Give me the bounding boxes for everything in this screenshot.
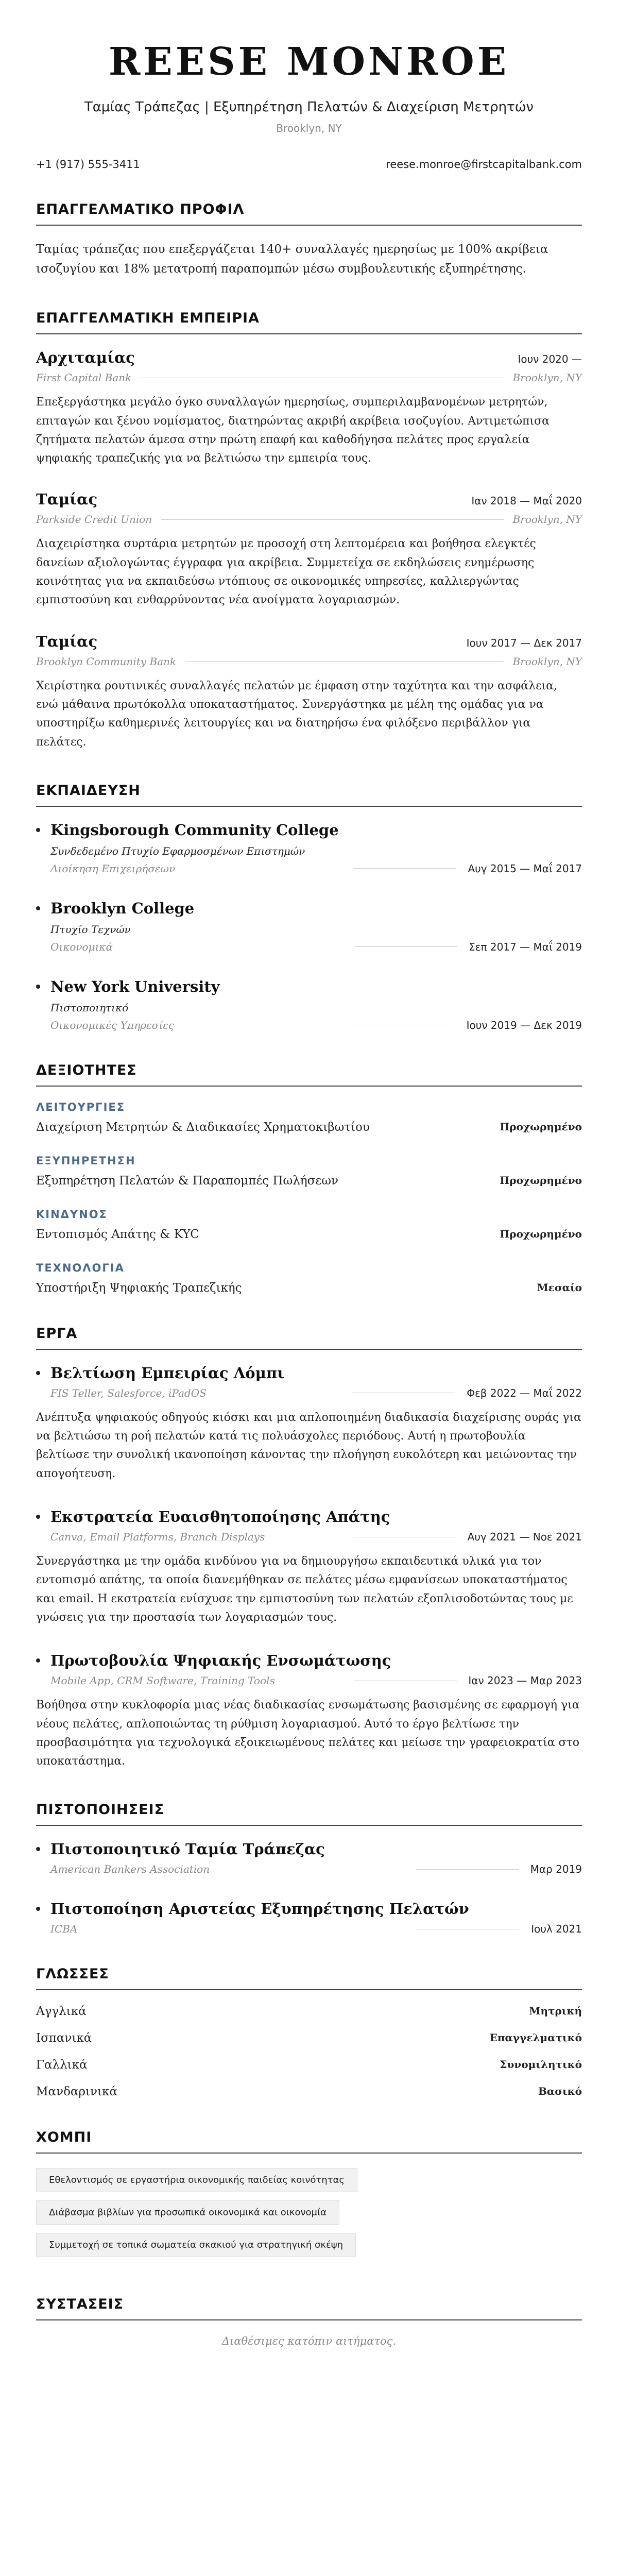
job-description: Διαχειρίστηκα συρτάρια μετρητών με προσοχή στη λεπτομέρεια και βοήθησα ελεγκτές δανείων αξιολογώντας έγγραφα για ακρίβεια. Συμμετείχα σε εκδηλώσεις ενημέρωσης κοινότητας για να εκπαιδεύσω ντόπιους σε οικονομικές υπηρεσίες, καλλιεργώντας εμπιστοσύνη και ενθαρρύνοντας νέα ανοίγματα λογαριασμών. bbox=[36, 537, 536, 607]
candidate-title: Ταμίας Τράπεζας | Εξυπηρέτηση Πελατών & Διαχείριση Μετρητών bbox=[84, 99, 534, 115]
job-header bbox=[36, 490, 582, 508]
language-level: Βασικό bbox=[538, 2085, 582, 2098]
job-header bbox=[36, 349, 582, 366]
language-name: Μανδαρινικά bbox=[36, 2085, 117, 2099]
degree-name: Πτυχίο Τεχνών bbox=[50, 923, 131, 936]
skill-category: ΛΕΙΤΟΥΡΓΙΕΣ bbox=[36, 1100, 126, 1113]
skill-name: Υποστήριξη Ψηφιακής Τραπεζικής bbox=[36, 1281, 242, 1295]
job-location: Brooklyn, NY bbox=[512, 655, 582, 668]
language-row bbox=[36, 2058, 582, 2072]
section-heading: ΠΙΣΤΟΠΟΙΗΣΕΙΣ bbox=[36, 1802, 582, 1826]
skill-level: Προχωρημένο bbox=[500, 1120, 582, 1133]
certification-meta bbox=[36, 1923, 582, 1935]
section-heading: ΣΥΣΤΑΣΕΙΣ bbox=[36, 2296, 582, 2320]
divider bbox=[161, 519, 503, 520]
candidate-location: Brooklyn, NY bbox=[276, 122, 342, 135]
bullet-icon bbox=[36, 1847, 40, 1851]
candidate-name: REESE MONROE bbox=[108, 40, 510, 84]
skill-group bbox=[36, 1155, 582, 1188]
certification-entry bbox=[36, 1840, 582, 1875]
section-heading: ΕΚΠΑΙΔΕΥΣΗ bbox=[36, 783, 582, 807]
project-header bbox=[36, 1508, 582, 1526]
languages-section bbox=[36, 1966, 582, 2098]
bullet-icon bbox=[36, 906, 40, 910]
field-of-study: Διοίκηση Επιχειρήσεων bbox=[50, 862, 176, 875]
section-heading: ΔΕΞΙΟΤΗΤΕΣ bbox=[36, 1062, 582, 1087]
certification-header bbox=[36, 1840, 582, 1858]
education-entry bbox=[36, 978, 582, 1031]
school-name: Brooklyn College bbox=[50, 899, 195, 917]
divider bbox=[185, 661, 503, 662]
job-company: First Capital Bank bbox=[36, 371, 132, 384]
certification-meta bbox=[36, 1863, 582, 1875]
project-meta bbox=[36, 1674, 582, 1687]
job-header bbox=[36, 633, 582, 650]
job-role: Ταμίας bbox=[36, 632, 98, 650]
section-heading: ΓΛΩΣΣΕΣ bbox=[36, 1966, 582, 1990]
language-name: Αγγλικά bbox=[36, 2005, 87, 2019]
project-title: Βελτίωση Εμπειρίας Λόμπι bbox=[50, 1364, 285, 1382]
language-name: Ισπανικά bbox=[36, 2031, 92, 2045]
bullet-icon bbox=[36, 1371, 40, 1375]
skill-group bbox=[36, 1262, 582, 1295]
job-entry bbox=[36, 633, 582, 752]
language-level: Συνομιλητικό bbox=[500, 2058, 582, 2071]
project-tools: Canva, Email Platforms, Branch Displays bbox=[50, 1531, 265, 1544]
project-meta bbox=[36, 1387, 582, 1399]
skill-group bbox=[36, 1101, 582, 1134]
bullet-icon bbox=[36, 1907, 40, 1911]
education-header bbox=[36, 978, 582, 995]
certification-title: Πιστοποιητικό Ταμία Τράπεζας bbox=[50, 1840, 325, 1858]
project-tools: FIS Teller, Salesforce, iPadOS bbox=[50, 1386, 207, 1399]
job-location: Brooklyn, NY bbox=[512, 371, 582, 384]
hobbies-section bbox=[36, 2129, 582, 2265]
hobby-list bbox=[36, 2168, 582, 2265]
degree-name: Συνδεδεμένο Πτυχίο Εφαρμοσμένων Επιστημών bbox=[50, 844, 305, 857]
skill-row bbox=[36, 1281, 582, 1295]
certification-title: Πιστοποίηση Αριστείας Εξυπηρέτησης Πελατών bbox=[50, 1900, 469, 1918]
skill-name: Διαχείριση Μετρητών & Διαδικασίες Χρηματοκιβωτίου bbox=[36, 1120, 370, 1134]
project-description: Βοήθησα στην κυκλοφορία μιας νέας διαδικασίας ενσωμάτωσης βασισμένης σε εφαρμογή για νέους πελάτες, απλοποιώντας τη ρύθμιση λογαριασμού. Αυτό το έργο βελτίωσε την προσβασιμότητα για τεχνολογικά εξοικειωμένους πελάτες και μείωσε την γραφειοκρατία στο υποκατάστημα. bbox=[36, 1699, 580, 1768]
school-name: New York University bbox=[50, 977, 220, 995]
divider bbox=[353, 868, 456, 869]
bullet-icon bbox=[36, 1515, 40, 1519]
section-heading: ΕΠΑΓΓΕΛΜΑΤΙΚΗ ΕΜΠΕΙΡΙΑ bbox=[36, 310, 582, 334]
skill-row bbox=[36, 1174, 582, 1188]
skill-category: ΚΙΝΔΥΝΟΣ bbox=[36, 1208, 108, 1221]
education-dates: Αυγ 2015 — Μαΐ 2017 bbox=[468, 862, 582, 875]
education-meta bbox=[36, 941, 582, 953]
certification-issuer: ICBA bbox=[50, 1923, 78, 1936]
education-entry bbox=[36, 900, 582, 953]
education-entry bbox=[36, 821, 582, 875]
education-header bbox=[36, 900, 582, 917]
certification-header bbox=[36, 1900, 582, 1918]
resume-header bbox=[36, 41, 582, 171]
summary-section bbox=[36, 201, 582, 279]
skill-category: ΤΕΧΝΟΛΟΓΙΑ bbox=[36, 1261, 125, 1274]
skill-category: ΕΞΥΠΗΡΕΤΗΣΗ bbox=[36, 1154, 136, 1167]
education-section bbox=[36, 783, 582, 1031]
hobby-tag: Εθελοντισμός σε εργαστήρια οικονομικής παιδείας κοινότητας bbox=[36, 2168, 357, 2192]
bullet-icon bbox=[36, 828, 40, 832]
hobby-tag: Συμμετοχή σε τοπικά σωματεία σκακιού για στρατηγική σκέψη bbox=[36, 2233, 356, 2257]
projects-section bbox=[36, 1326, 582, 1771]
skills-section bbox=[36, 1062, 582, 1295]
skill-level: Μεσαίο bbox=[537, 1281, 582, 1294]
school-name: Kingsborough Community College bbox=[50, 821, 339, 839]
contact-row bbox=[36, 158, 582, 171]
summary-text: Ταμίας τράπεζας που επεξεργάζεται 140+ συναλλαγές ημερησίως με 100% ακρίβεια ισοζυγίου και 18% μετατροπή παραπομπών μέσω συμβουλευτικής εξυπηρέτησης. bbox=[36, 243, 548, 276]
language-name: Γαλλικά bbox=[36, 2058, 88, 2072]
project-header bbox=[36, 1364, 582, 1382]
degree-name: Πιστοποιητικό bbox=[50, 1001, 129, 1014]
email-address[interactable]: reese.monroe@firstcapitalbank.com bbox=[386, 158, 582, 171]
job-dates: Ιουν 2017 — Δεκ 2017 bbox=[466, 636, 582, 649]
certification-entry bbox=[36, 1900, 582, 1935]
job-subheader bbox=[36, 513, 582, 526]
divider bbox=[416, 1869, 519, 1870]
education-dates: Σεπ 2017 — Μαΐ 2019 bbox=[469, 940, 582, 953]
skill-level: Προχωρημένο bbox=[500, 1227, 582, 1240]
education-dates: Ιουν 2019 — Δεκ 2019 bbox=[466, 1019, 582, 1031]
certification-issuer: American Bankers Association bbox=[50, 1863, 210, 1876]
skill-level: Προχωρημένο bbox=[500, 1174, 582, 1187]
field-of-study: Οικονομικές Υπηρεσίες bbox=[50, 1019, 175, 1031]
certification-date: Μαρ 2019 bbox=[530, 1863, 582, 1876]
certification-date: Ιουλ 2021 bbox=[531, 1923, 582, 1936]
job-dates: Ιουν 2020 — bbox=[518, 353, 582, 366]
language-level: Μητρική bbox=[529, 2005, 582, 2018]
project-entry bbox=[36, 1508, 582, 1627]
references-text: Διαθέσιμες κατόπιν αιτήματος. bbox=[221, 2335, 397, 2348]
project-dates: Φεβ 2022 — Μαΐ 2022 bbox=[467, 1386, 582, 1399]
field-of-study: Οικονομικά bbox=[50, 940, 113, 953]
certifications-section bbox=[36, 1802, 582, 1935]
project-description: Συνεργάστηκα με την ομάδα κινδύνου για να δημιουργήσω εκπαιδευτικά υλικά για τον εντοπισμό απάτης, τα οποία διανεμήθηκαν σε πελάτες μέσω εμφανίσεων υποκαταστήματος και email. Η εκστρατεία ενίσχυσε την εμπιστοσύνη των πελατών εξοπλισοδοτώντας τους με γνώσεις για την προστασία των λογαριασμών τους. bbox=[36, 1555, 573, 1624]
skill-group bbox=[36, 1208, 582, 1241]
job-location: Brooklyn, NY bbox=[512, 513, 582, 526]
job-role: Αρχιταμίας bbox=[36, 349, 135, 367]
skill-name: Εξυπηρέτηση Πελατών & Παραπομπές Πωλήσεων bbox=[36, 1174, 339, 1188]
job-company: Brooklyn Community Bank bbox=[36, 655, 177, 668]
project-title: Εκστρατεία Ευαισθητοποίησης Απάτης bbox=[50, 1508, 390, 1526]
language-level: Επαγγελματικό bbox=[489, 2031, 582, 2044]
job-dates: Ιαν 2018 — Μαΐ 2020 bbox=[471, 495, 582, 507]
project-dates: Ιαν 2023 — Μαρ 2023 bbox=[468, 1674, 582, 1687]
job-description: Επεξεργάστηκα μεγάλο όγκο συναλλαγών ημερησίως, συμπεριλαμβανομένων μετρητών, επιταγών και ξένου νομίσματος, διατηρώντας ακριβή ακρίβεια ισοζυγίου. Αντιμετώπισα ζητήματα πελατών άμεσα στην πρώτη επαφή και καθοδήγησα πελάτες προς εργαλεία ψηφιακής τραπεζικής για να βελτιώσω την εμπειρία τους. bbox=[36, 396, 550, 465]
experience-section bbox=[36, 310, 582, 752]
job-subheader bbox=[36, 371, 582, 384]
language-row bbox=[36, 2085, 582, 2098]
project-entry bbox=[36, 1364, 582, 1483]
project-tools: Mobile App, CRM Software, Training Tools bbox=[50, 1674, 275, 1687]
education-meta bbox=[36, 862, 582, 875]
project-meta bbox=[36, 1531, 582, 1543]
project-dates: Αυγ 2021 — Νοε 2021 bbox=[467, 1531, 582, 1544]
education-meta bbox=[36, 1019, 582, 1031]
bullet-icon bbox=[36, 985, 40, 989]
job-role: Ταμίας bbox=[36, 490, 98, 509]
phone-number: +1 (917) 555-3411 bbox=[36, 158, 140, 171]
references-section bbox=[36, 2296, 582, 2347]
section-heading: ΕΠΑΓΓΕΛΜΑΤΙΚΟ ΠΡΟΦΙΛ bbox=[36, 201, 582, 226]
skill-name: Εντοπισμός Απάτης & KYC bbox=[36, 1227, 199, 1241]
skill-row bbox=[36, 1121, 582, 1134]
job-company: Parkside Credit Union bbox=[36, 513, 152, 526]
job-description: Χειρίστηκα ρουτινικές συναλλαγές πελατών με έμφαση στην ταχύτητα και την ασφάλεια, ενώ μάθαινα πρωτόκολλα υποκαταστήματος. Συνεργάστηκα με μέλη της ομάδας για να υποστηρίξω καθημερινές λειτουργίες και να διατηρήσω ένα φιλόξενο περιβάλλον για πελάτες. bbox=[36, 679, 557, 749]
education-header bbox=[36, 821, 582, 839]
bullet-icon bbox=[36, 1658, 40, 1663]
language-row bbox=[36, 2031, 582, 2045]
project-description: Ανέπτυξα ψηφιακούς οδηγούς κιόσκι και μια απλοποιημένη διαδικασία διαχείρισης ουράς για να βελτιώσω τη ροή πελατών κατά τις πολυάσχολες περιόδους. Αυτή η πρωτοβουλία βελτίωσε την συνολική ικανοποίηση κάνοντας την πλοήγηση ευκολότερη και μειώνοντας την απογοήτευση. bbox=[36, 1411, 581, 1480]
job-subheader bbox=[36, 655, 582, 668]
project-header bbox=[36, 1652, 582, 1669]
job-entry bbox=[36, 349, 582, 468]
section-heading: ΕΡΓΑ bbox=[36, 1326, 582, 1350]
project-title: Πρωτοβουλία Ψηφιακής Ενσωμάτωσης bbox=[50, 1652, 391, 1670]
section-heading: ΧΟΜΠΙ bbox=[36, 2129, 582, 2154]
skill-row bbox=[36, 1228, 582, 1241]
hobby-tag: Διάβασμα βιβλίων για προσωπικά οικονομικά και οικονομία bbox=[36, 2200, 339, 2225]
project-entry bbox=[36, 1652, 582, 1771]
language-row bbox=[36, 2005, 582, 2018]
divider bbox=[354, 946, 457, 947]
job-entry bbox=[36, 490, 582, 609]
